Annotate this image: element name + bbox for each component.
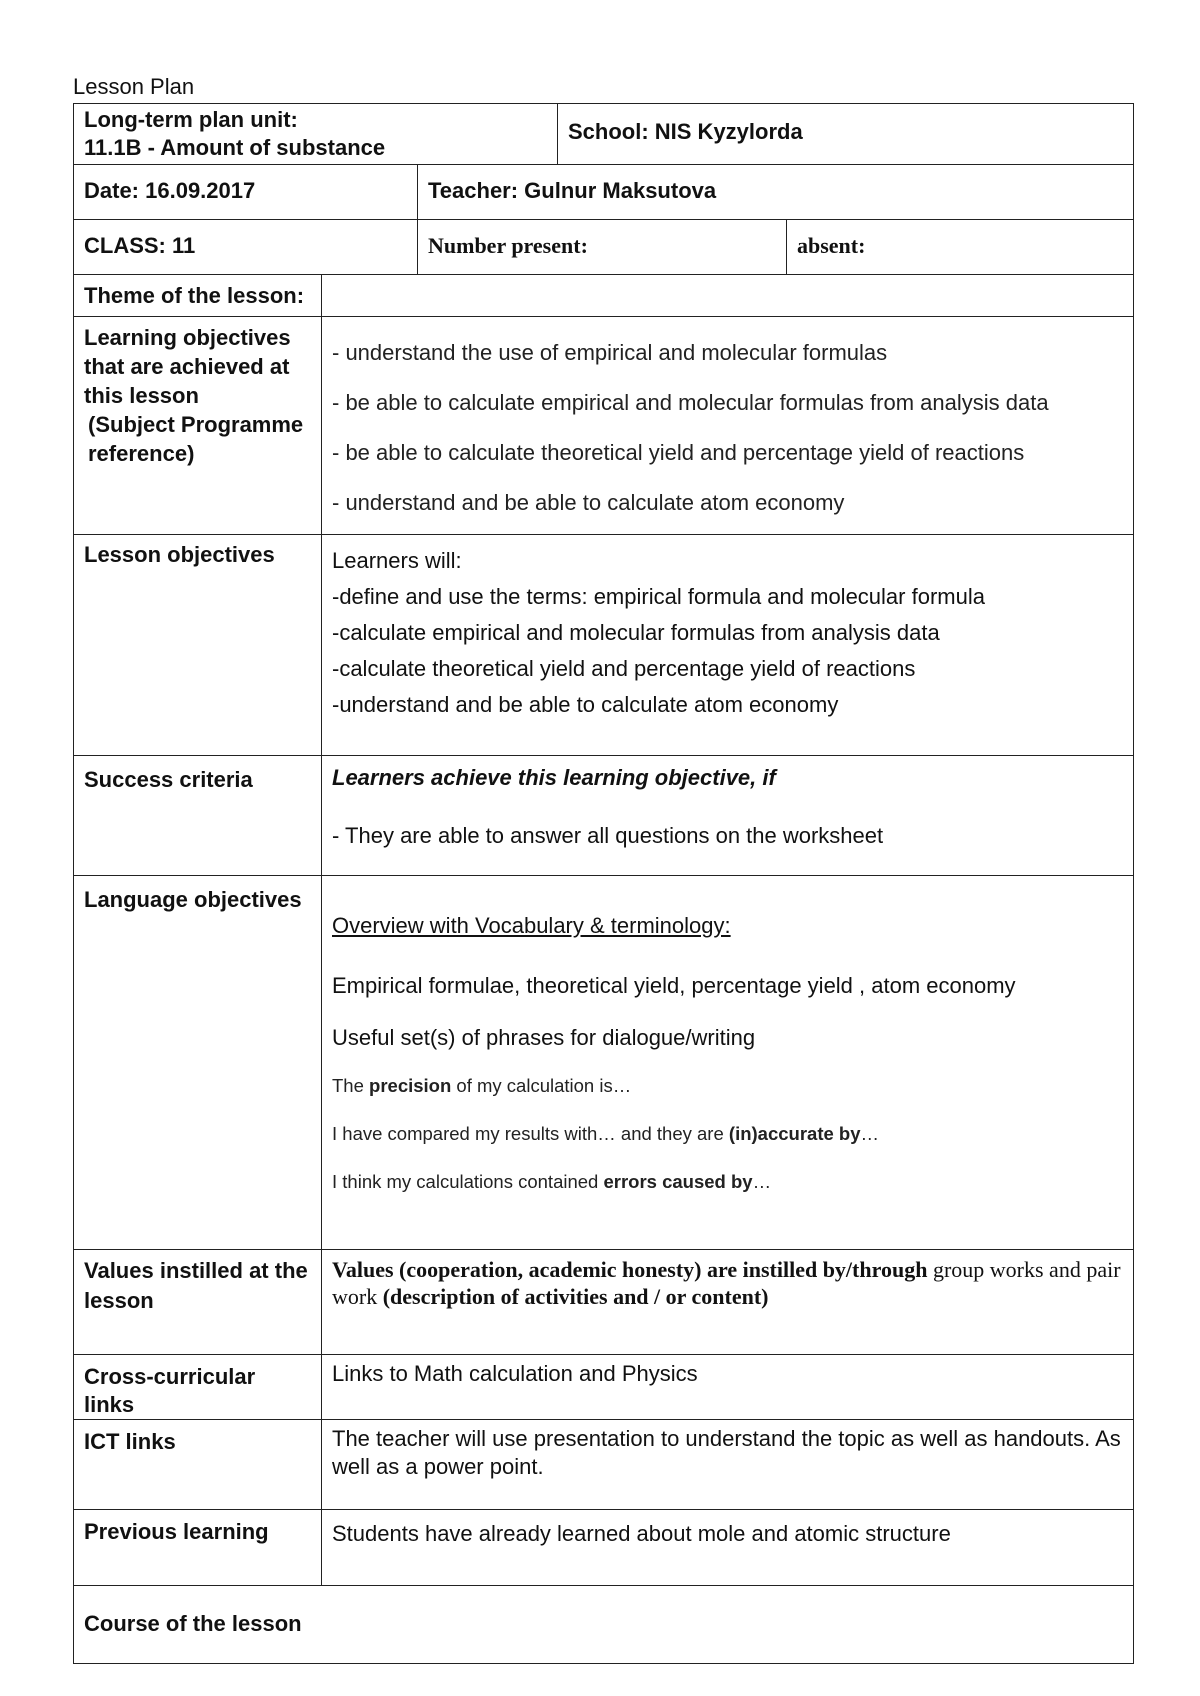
unit-row bbox=[74, 104, 1134, 165]
learning-objective-item: - be able to calculate empirical and molecular formulas from analysis data bbox=[332, 390, 1049, 415]
lesson-objective-item: -calculate empirical and molecular formulas from analysis data bbox=[332, 620, 940, 645]
cross-curricular-cell bbox=[322, 1355, 1134, 1420]
learning-objectives-label-cell bbox=[74, 317, 322, 535]
class-cell bbox=[74, 220, 418, 275]
ict-links-row bbox=[74, 1420, 1134, 1510]
language-objectives-row bbox=[74, 876, 1134, 1250]
lesson-objectives-label: Lesson objectives bbox=[84, 542, 275, 567]
school-name: School: NIS Kyzylorda bbox=[568, 119, 803, 144]
previous-learning-label: Previous learning bbox=[84, 1519, 269, 1544]
teacher-cell bbox=[418, 165, 1134, 220]
success-criteria-lead: Learners achieve this learning objective, if bbox=[332, 765, 776, 790]
lesson-objective-item: -define and use the terms: empirical formula and molecular formula bbox=[332, 584, 985, 609]
values-cell bbox=[322, 1250, 1134, 1355]
learning-objective-item: - be able to calculate theoretical yield and percentage yield of reactions bbox=[332, 440, 1025, 465]
course-of-lesson-label: Course of the lesson bbox=[84, 1611, 302, 1636]
ict-links-value: The teacher will use presentation to understand the topic as well as handouts. As well as a power point. bbox=[332, 1426, 1121, 1479]
lesson-objective-item: -understand and be able to calculate atom economy bbox=[332, 692, 839, 717]
phrase-text: I think my calculations contained bbox=[332, 1171, 604, 1192]
theme-label: Theme of the lesson: bbox=[84, 283, 305, 308]
success-criteria-label: Success criteria bbox=[84, 767, 253, 792]
success-criteria-item: - They are able to answer all questions on the worksheet bbox=[332, 823, 884, 848]
ict-links-cell bbox=[322, 1420, 1134, 1510]
phrase-line bbox=[332, 1170, 1123, 1194]
lesson-objective-item: -calculate theoretical yield and percentage yield of reactions bbox=[332, 656, 916, 681]
lesson-objectives-cell bbox=[322, 535, 1134, 756]
success-criteria-cell bbox=[322, 756, 1134, 876]
ict-links-label-cell bbox=[74, 1420, 322, 1510]
phrases-heading: Useful set(s) of phrases for dialogue/writing bbox=[332, 1025, 756, 1050]
theme-value-cell bbox=[322, 275, 1134, 317]
language-objectives-cell bbox=[322, 876, 1134, 1250]
absent-cell bbox=[787, 220, 1134, 275]
phrase-keyword: errors caused by bbox=[603, 1171, 753, 1192]
learning-objective-item: - understand the use of empirical and molecular formulas bbox=[332, 340, 888, 365]
vocabulary-terms: Empirical formulae, theoretical yield, percentage yield , atom economy bbox=[332, 973, 1016, 998]
language-objectives-label-cell bbox=[74, 876, 322, 1250]
cross-curricular-row bbox=[74, 1355, 1134, 1420]
vocabulary-heading: Overview with Vocabulary & terminology: bbox=[332, 913, 731, 938]
theme-label-cell bbox=[74, 275, 322, 317]
phrase-text: of my calculation is… bbox=[451, 1075, 632, 1096]
phrase-text: The bbox=[332, 1075, 370, 1096]
course-of-lesson-cell bbox=[74, 1586, 1134, 1664]
unit-label: Long-term plan unit: bbox=[84, 107, 298, 132]
values-description: (description of activities and / or content) bbox=[382, 1284, 769, 1309]
cross-curricular-label: Cross-curricular links bbox=[84, 1364, 256, 1417]
cross-curricular-value: Links to Math calculation and Physics bbox=[332, 1361, 698, 1386]
number-present-label: Number present: bbox=[428, 233, 588, 258]
previous-learning-label-cell bbox=[74, 1510, 322, 1586]
phrase-text: … bbox=[860, 1123, 880, 1144]
cross-curricular-label-cell bbox=[74, 1355, 322, 1420]
lesson-date: Date: 16.09.2017 bbox=[84, 178, 256, 203]
page-title: Lesson Plan bbox=[73, 74, 195, 99]
phrase-line bbox=[332, 1122, 1123, 1146]
number-present-cell bbox=[418, 220, 787, 275]
learning-objective-item: - understand and be able to calculate atom economy bbox=[332, 490, 845, 515]
class-value: CLASS: 11 bbox=[84, 233, 196, 258]
phrase-keyword: (in)accurate by bbox=[728, 1123, 861, 1144]
values-heading: Values (cooperation, academic honesty) are instilled by/through bbox=[332, 1257, 928, 1282]
programme-reference-label: (Subject Programme reference) bbox=[88, 412, 304, 466]
unit-value: 11.1B - Amount of substance bbox=[84, 135, 386, 160]
phrase-line bbox=[332, 1074, 1123, 1098]
lesson-plan-table bbox=[73, 103, 1134, 1664]
learning-objectives-row bbox=[74, 317, 1134, 535]
phrase-keyword: precision bbox=[369, 1075, 452, 1096]
lesson-objectives-label-cell bbox=[74, 535, 322, 756]
previous-learning-cell bbox=[322, 1510, 1134, 1586]
school-cell bbox=[558, 104, 1134, 165]
ict-links-label: ICT links bbox=[84, 1429, 176, 1454]
lesson-objectives-intro: Learners will: bbox=[332, 548, 462, 573]
previous-learning-row bbox=[74, 1510, 1134, 1586]
absent-label: absent: bbox=[797, 233, 866, 258]
learning-objectives-cell bbox=[322, 317, 1134, 535]
success-criteria-row bbox=[74, 756, 1134, 876]
class-row bbox=[74, 220, 1134, 275]
theme-row bbox=[74, 275, 1134, 317]
date-cell bbox=[74, 165, 418, 220]
teacher-name: Teacher: Gulnur Maksutova bbox=[428, 178, 717, 203]
course-row bbox=[74, 1586, 1134, 1664]
values-activities: group works and pair work bbox=[332, 1257, 1121, 1309]
date-row bbox=[74, 165, 1134, 220]
lesson-objectives-row bbox=[74, 535, 1134, 756]
language-objectives-label: Language objectives bbox=[84, 887, 302, 912]
phrase-text: I have compared my results with… and they are bbox=[332, 1123, 729, 1144]
previous-learning-value: Students have already learned about mole and atomic structure bbox=[332, 1521, 951, 1546]
success-criteria-label-cell bbox=[74, 756, 322, 876]
learning-objectives-label: Learning objectives that are achieved at this lesson bbox=[84, 325, 291, 408]
values-label-cell bbox=[74, 1250, 322, 1355]
unit-cell bbox=[74, 104, 558, 165]
values-label: Values instilled at the lesson bbox=[84, 1258, 308, 1313]
values-row bbox=[74, 1250, 1134, 1355]
phrase-text: … bbox=[752, 1171, 772, 1192]
